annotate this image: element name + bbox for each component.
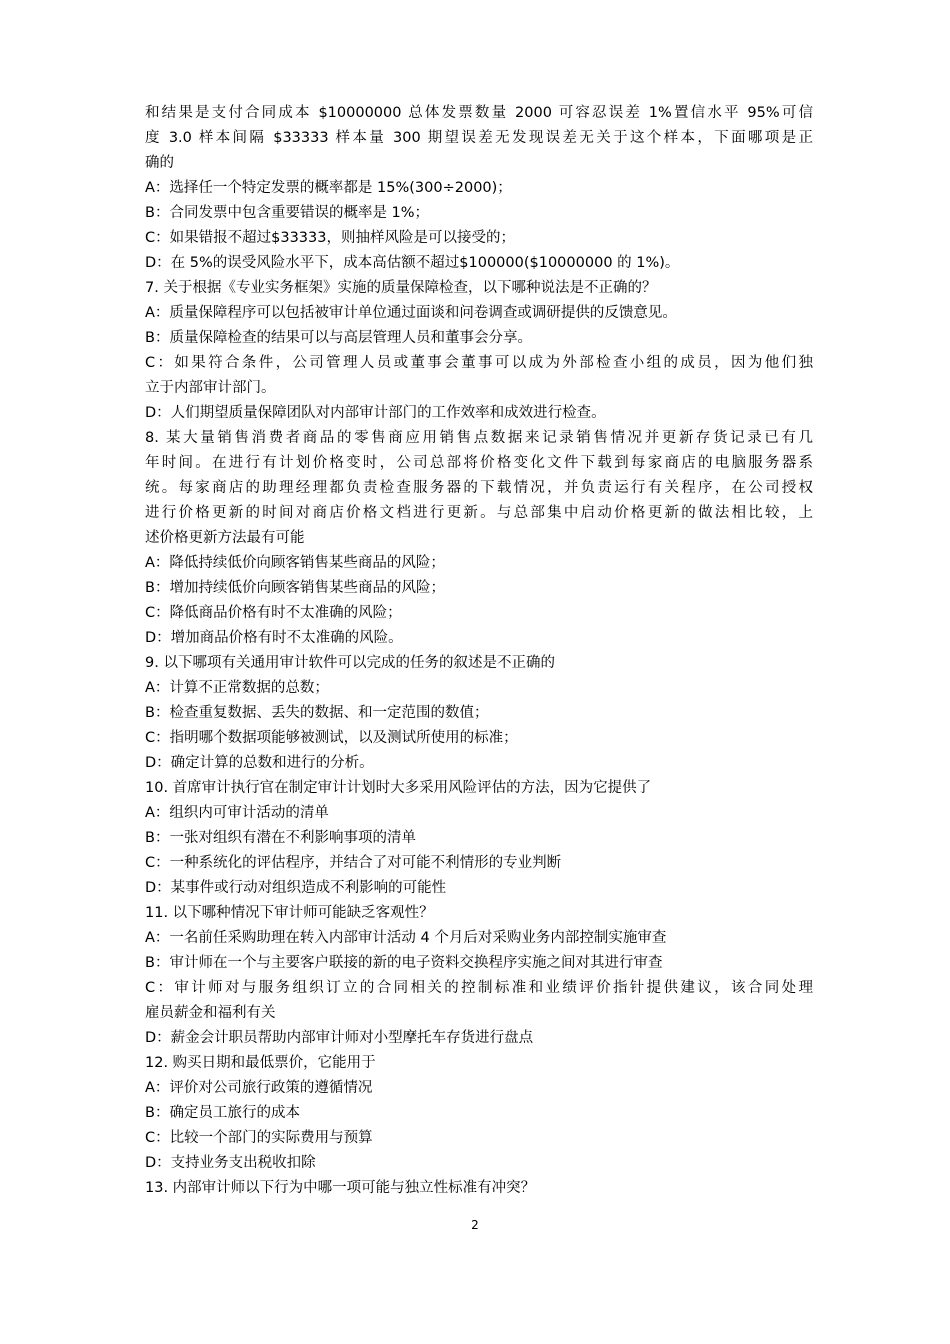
text-line: C：一种系统化的评估程序，并结合了对可能不利情形的专业判断 [145,855,562,871]
text-line: C：指明哪个数据项能够被测试，以及测试所使用的标准； [145,730,518,746]
text-line: 年时间。在进行有计划价格变时，公司总部将价格变化文件下载到每家商店的电脑服务器系 [145,455,813,471]
text-line: D：某事件或行动对组织造成不利影响的可能性 [145,880,447,896]
text-line: B：检查重复数据、丢失的数据、和一定范围的数值； [145,705,489,721]
text-line: B：审计师在一个与主要客户联接的新的电子资料交换程序实施之间对其进行审查 [145,955,663,971]
text-line: 确的 [145,155,174,171]
text-line: D：在 5%的误受风险水平下，成本高估额不超过$100000($10000000 的 1%)。 [145,255,680,271]
text-line: 10. 首席审计执行官在制定审计计划时大多采用风险评估的方法，因为它提供了 [145,780,652,796]
text-line: C：如果符合条件，公司管理人员或董事会董事可以成为外部检查小组的成员，因为他们独 [145,355,813,371]
text-line: A：组织内可审计活动的清单 [145,805,329,821]
text-line: D：人们期望质量保障团队对内部审计部门的工作效率和成效进行检查。 [145,405,606,421]
text-line: 9. 以下哪项有关通用审计软件可以完成的任务的叙述是不正确的 [145,655,555,671]
text-line: 立于内部审计部门。 [145,380,276,396]
text-line: A：降低持续低价向顾客销售某些商品的风险； [145,555,445,571]
text-line: 统。每家商店的助理经理都负责检查服务器的下载情况，并负责运行有关程序，在公司授权 [145,480,813,496]
text-line: A：评价对公司旅行政策的遵循情况 [145,1080,373,1096]
text-line: A：选择任一个特定发票的概率都是 15%(300÷2000)； [145,180,512,196]
text-line: 述价格更新方法最有可能 [145,530,305,546]
text-line: 13. 内部审计师以下行为中哪一项可能与独立性标准有冲突？ [145,1180,536,1196]
text-line: 11. 以下哪种情况下审计师可能缺乏客观性？ [145,905,434,921]
text-line: A：计算不正常数据的总数； [145,680,329,696]
text-line: B：确定员工旅行的成本 [145,1105,300,1121]
text-line: A：质量保障程序可以包括被审计单位通过面谈和问卷调查或调研提供的反馈意见。 [145,305,677,321]
text-line: 雇员薪金和福利有关 [145,1005,276,1021]
text-line: C：比较一个部门的实际费用与预算 [145,1130,373,1146]
text-line: C：如果错报不超过$33333，则抽样风险是可以接受的； [145,230,515,246]
text-line: 8. 某大量销售消费者商品的零售商应用销售点数据来记录销售情况并更新存货记录已有几 [145,430,813,446]
text-line: D：确定计算的总数和进行的分析。 [145,755,374,771]
text-line: D：支持业务支出税收扣除 [145,1155,316,1171]
text-line: C：审计师对与服务组织订立的合同相关的控制标准和业绩评价指针提供建议，该合同处理 [145,980,813,996]
text-line: D：薪金会计职员帮助内部审计师对小型摩托车存货进行盘点 [145,1030,534,1046]
text-line: B：一张对组织有潜在不利影响事项的清单 [145,830,416,846]
text-line: A：一名前任采购助理在转入内部审计活动 4 个月后对采购业务内部控制实施审查 [145,930,667,946]
text-line: 度 3.0 样本间隔 $33333 样本量 300 期望误差无发现误差无关于这个样本，下面哪项是正 [145,130,813,146]
text-line: D：增加商品价格有时不太准确的风险。 [145,630,403,646]
text-line: 12. 购买日期和最低票价，它能用于 [145,1055,376,1071]
page-number: 2 [471,1218,479,1232]
text-line: B：质量保障检查的结果可以与高层管理人员和董事会分享。 [145,330,532,346]
text-line: C：降低商品价格有时不太准确的风险； [145,605,402,621]
text-line: 和结果是支付合同成本 $10000000 总体发票数量 2000 可容忍误差 1%置信水平 95%可信 [145,105,813,121]
document-body [145,101,813,1201]
text-line: B：合同发票中包含重要错误的概率是 1%； [145,205,430,221]
text-line: 进行价格更新的时间对商店价格文档进行更新。与总部集中启动价格更新的做法相比较，上 [145,505,813,521]
text-line: B：增加持续低价向顾客销售某些商品的风险； [145,580,445,596]
text-line: 7. 关于根据《专业实务框架》实施的质量保障检查，以下哪种说法是不正确的？ [145,280,657,296]
